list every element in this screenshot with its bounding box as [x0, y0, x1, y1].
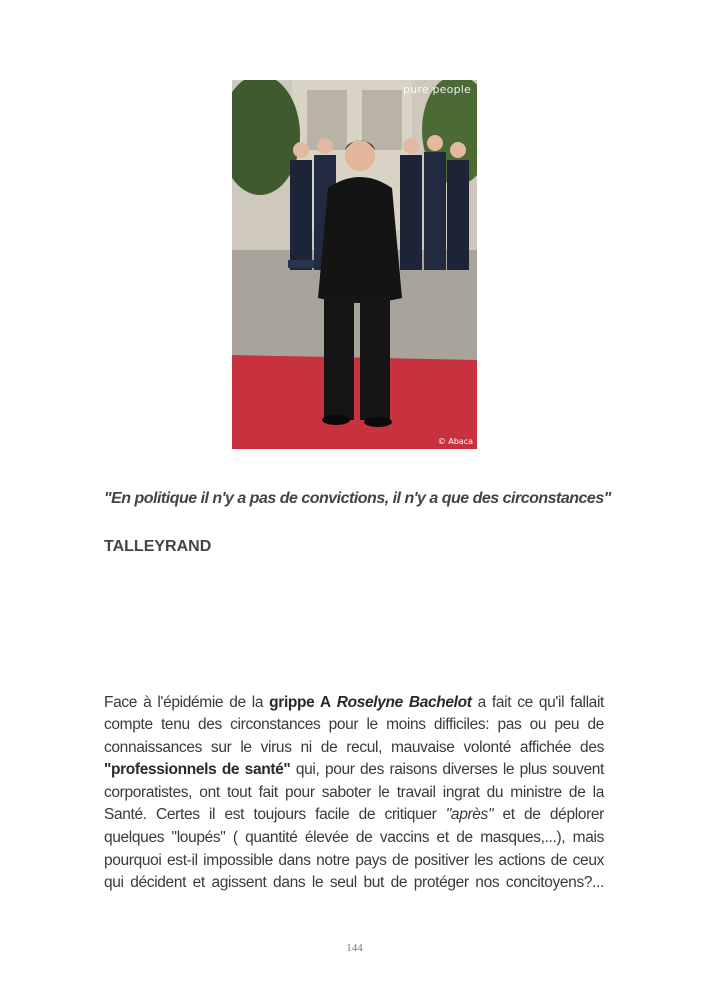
- italic-term: "après": [445, 806, 494, 824]
- text-segment: a fait ce qu'il fallait compte tenu des circonstances pour le moins difficiles: pas ou peu de connaissances sur le virus ni de recul, mauvaise volonté affichée des: [104, 693, 604, 756]
- photo-watermark: pure people: [403, 83, 471, 96]
- person-name: Roselyne Bachelot: [336, 693, 472, 711]
- bold-term: "professionnels de santé": [104, 761, 291, 779]
- article-photo: [232, 80, 477, 449]
- body-paragraph: [104, 692, 604, 895]
- text-segment: et de déplorer quelques "loupés" ( quantité élevée de vaccins et de masques,...), mais pourquoi est-il impossible dans notre pays de positiver les actions de ceux qui décident et agissent dans le seul but de protéger nos concitoyens?...: [104, 806, 604, 892]
- text-segment: qui, pour des raisons diverses le plus souvent corporatistes, ont tout fait pour saboter le travail ingrat du ministre de la Santé. Certes il est toujours facile de critiquer: [104, 761, 604, 824]
- bold-term: grippe A: [269, 693, 331, 711]
- text-segment: Face à l'épidémie de la: [104, 693, 270, 711]
- photo-credit: © Abaca: [437, 437, 473, 446]
- epigraph-quote: "En politique il n'y a pas de convictions, il n'y a que des circonstances": [104, 490, 611, 507]
- page-number: 144: [346, 942, 363, 954]
- epigraph-author: TALLEYRAND: [104, 538, 212, 555]
- photo-illustration: [232, 80, 477, 449]
